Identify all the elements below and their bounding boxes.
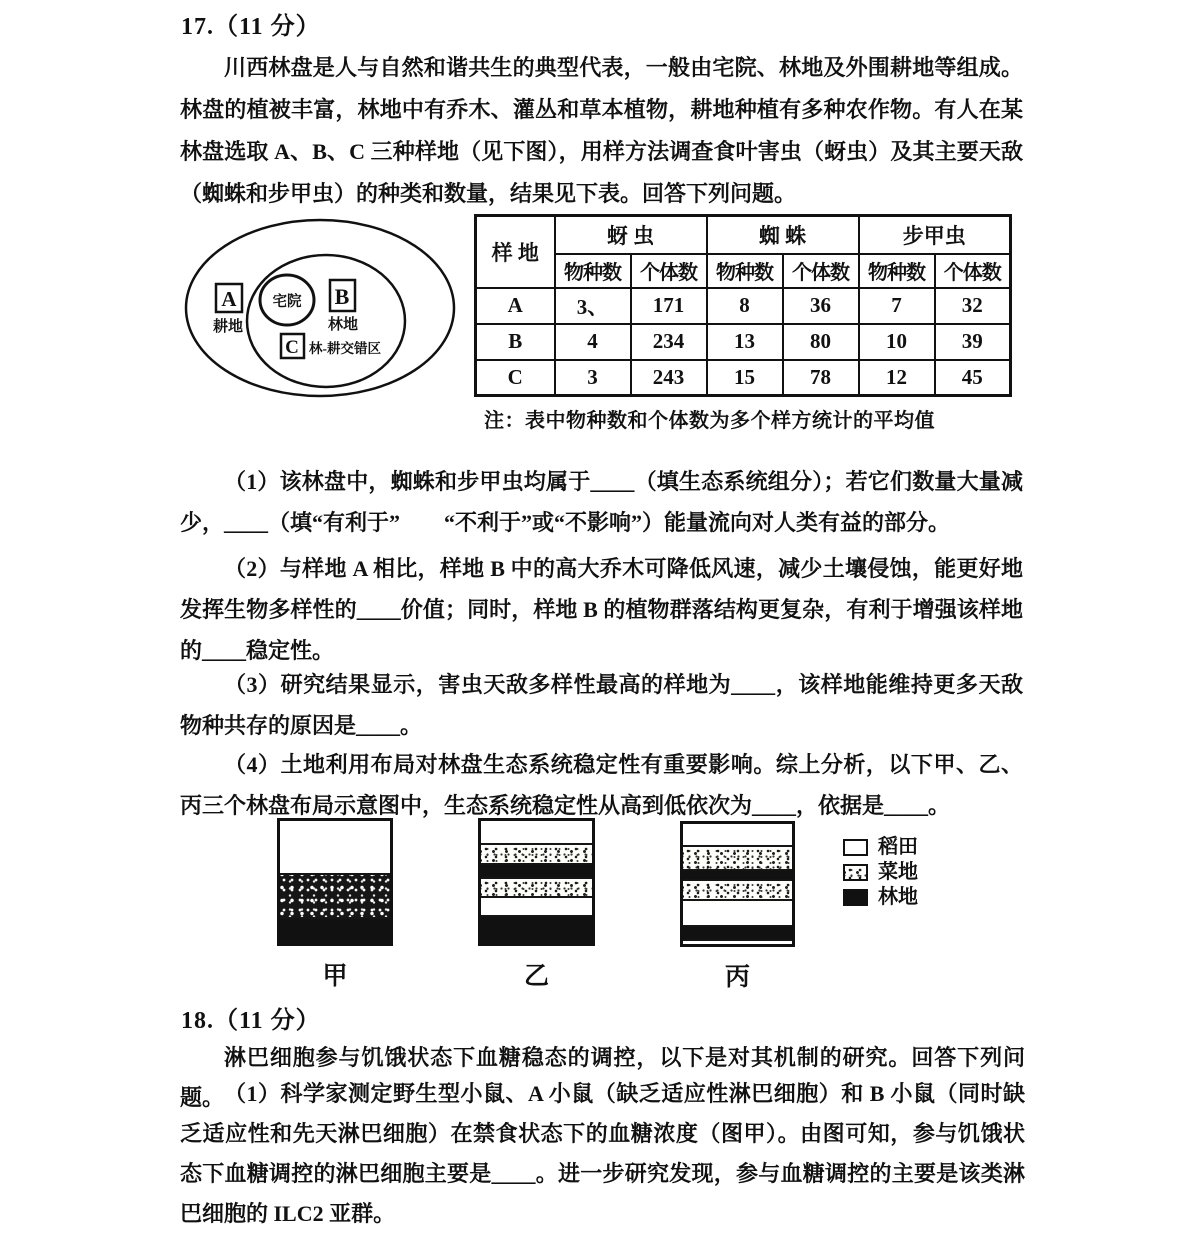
jia-label: 甲 [322,963,348,990]
jia-square [277,818,393,946]
veg-band [481,877,592,897]
forest-band [683,869,792,879]
forest-band [683,925,792,939]
paddy-band [683,899,792,925]
veg-band [481,843,592,863]
plot-cell: B [476,324,555,360]
value-cell: 234 [631,324,707,360]
veg-band [683,845,792,870]
value-cell: 243 [631,360,707,396]
survey-table-wrap [474,214,1012,397]
table-sub-header-row [476,254,1011,288]
legend-item-paddy [843,838,918,857]
value-cell: 78 [783,360,859,396]
paddy-swatch-icon [843,839,868,856]
q18-intro-paragraph: 淋巴细胞参与饥饿状态下血糖稳态的调控，以下是对其机制的研究。回答下列问题。 [180,1045,1025,1110]
table-row [476,288,1011,324]
value-cell: 171 [631,288,707,324]
table-row [476,324,1011,360]
plot-a-letter: A [221,287,237,311]
value-cell: 45 [935,360,1011,396]
value-cell: 36 [783,288,859,324]
plot-a-caption: 耕地 [212,319,244,335]
paddy-band [481,896,592,915]
value-cell: 13 [707,324,783,360]
paddy-band [481,821,592,843]
q17-number: 17.（11 分） [181,14,321,40]
corner-header: 样 地 [476,216,555,288]
plot-c-letter: C [285,337,299,358]
plot-location-diagram [183,216,460,402]
forest-band [481,915,592,943]
legend-label-vegetable: 菜地 [878,861,918,883]
veg-band [683,879,792,899]
value-cell: 39 [935,324,1011,360]
q17-part2-paragraph: （2）与样地 A 相比，样地 B 中的高大乔木可降低风速，减少土壤侵蚀，能更好地发挥生物多样性的____价值；同时，样地 B 的植物群落结构更复杂，有利于增强该样地的____稳定性。 [180,556,1023,663]
table-row [476,360,1011,396]
table-note: 注：表中物种数和个体数为多个样方统计的平均值 [484,410,935,432]
plot-cell: A [476,288,555,324]
q18-number: 18.（11 分） [181,1008,321,1034]
sub-header-species: 物种数 [555,254,631,288]
value-cell: 7 [859,288,935,324]
table-group-header-row [476,216,1011,254]
sub-header-count: 个体数 [783,254,859,288]
q17-part1-paragraph: （1）该林盘中，蜘蛛和步甲虫均属于____（填生态系统组分）；若它们数量大量减少，____（填“有利于” “不利于”或“不影响”）能量流向对人类有益的部分。 [180,469,1023,535]
layout-diagram-yi [478,818,595,992]
layout-diagram-jia [277,818,393,992]
yi-square [478,818,595,946]
sub-header-species: 物种数 [859,254,935,288]
plot-b-letter: B [334,284,350,309]
sub-header-species: 物种数 [707,254,783,288]
land-use-legend [843,838,918,907]
venn-ellipses [183,216,460,402]
group-header-aphid: 蚜 虫 [555,216,707,254]
legend-item-forest [843,888,918,907]
value-cell: 3、 [555,288,631,324]
legend-label-paddy: 稻田 [878,836,918,858]
value-cell: 4 [555,324,631,360]
survey-table-body [476,288,1011,396]
paddy-band [683,824,792,845]
survey-table [474,214,1012,397]
forest-band [481,863,592,876]
plot-cell: C [476,360,555,396]
group-header-ground-beetle: 步甲虫 [859,216,1011,254]
value-cell: 15 [707,360,783,396]
value-cell: 32 [935,288,1011,324]
yi-label: 乙 [523,963,549,990]
bing-square [680,821,795,947]
paddy-band [683,939,792,944]
forest-swatch-icon [843,889,868,906]
value-cell: 3 [555,360,631,396]
value-cell: 10 [859,324,935,360]
legend-label-forest: 林地 [878,886,918,908]
group-header-spider: 蜘 蛛 [707,216,859,254]
plot-c-caption: 林-耕交错区 [309,341,381,356]
vegdark-band [280,873,390,917]
sub-header-count: 个体数 [631,254,707,288]
forest-band [280,917,390,943]
sub-header-count: 个体数 [935,254,1011,288]
value-cell: 8 [707,288,783,324]
q17-part3-paragraph: （3）研究结果显示，害虫天敌多样性最高的样地为____，该样地能维持更多天敌物种共存的原因是____。 [180,672,1023,738]
q17-intro-paragraph: 川西林盘是人与自然和谐共生的典型代表，一般由宅院、林地及外围耕地等组成。林盘的植被丰富，林地中有乔木、灌丛和草本植物，耕地种植有多种农作物。有人在某林盘选取 A、B、C 三种样地（见下图），用样方法调查食叶害虫（蚜虫）及其主要天敌（蜘蛛和步甲虫）的种类和数量，结果见下表。回答下列问题。 [180,55,1023,206]
residence-label: 宅院 [272,294,302,310]
value-cell: 12 [859,360,935,396]
q18-part1-paragraph: （1）科学家测定野生型小鼠、A 小鼠（缺乏适应性淋巴细胞）和 B 小鼠（同时缺乏适应性和先天淋巴细胞）在禁食状态下的血糖浓度（图甲）。由图可知，参与饥饿状态下血糖调控的淋巴细胞主要是____。进一步研究发现，参与血糖调控的主要是该类淋巴细胞的 ILC2 亚群。 [180,1081,1025,1226]
plot-b-caption: 林地 [327,317,359,333]
legend-item-vegetable [843,863,918,882]
q17-part4-paragraph: （4）土地利用布局对林盘生态系统稳定性有重要影响。综上分析，以下甲、乙、丙三个林盘布局示意图中，生态系统稳定性从高到低依次为____，依据是____。 [180,752,1023,818]
vegetable-swatch-icon [843,864,868,881]
bing-label: 丙 [724,964,750,991]
paddy-band [280,821,390,873]
layout-diagram-bing [680,821,795,993]
value-cell: 80 [783,324,859,360]
